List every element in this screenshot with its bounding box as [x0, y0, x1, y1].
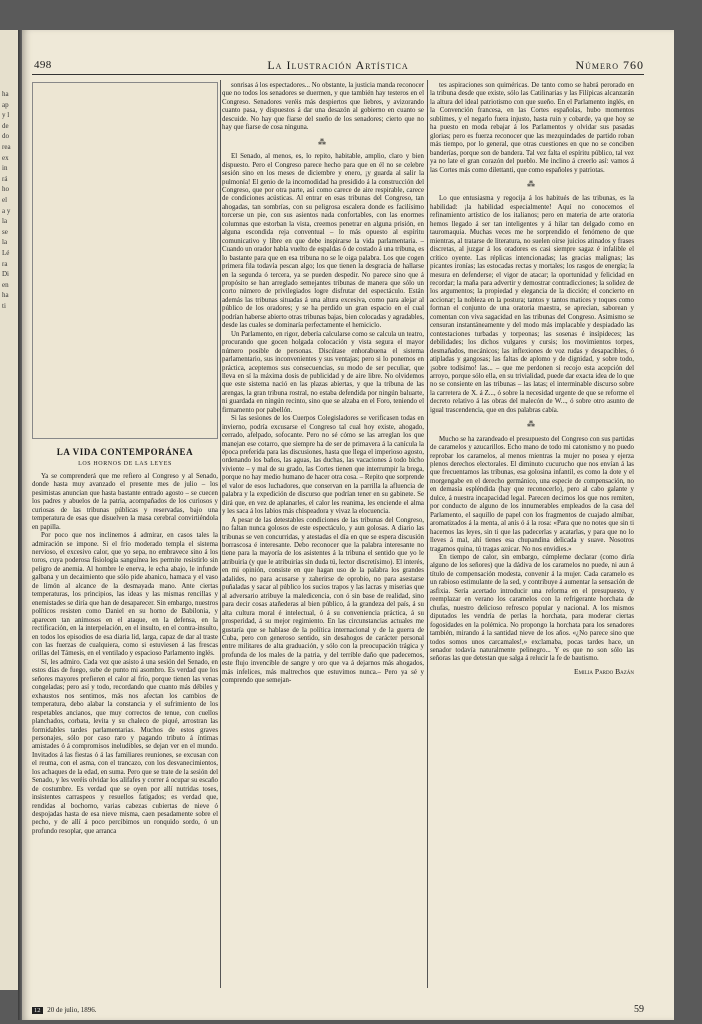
- section-title: LA VIDA CONTEMPORÁNEA: [56, 447, 194, 457]
- left-page-text-fragment: rea: [2, 142, 11, 151]
- paragraph: Mucho se ha zarandeado el presupuesto del Congreso con sus partidas de caramelos y azucarillos. Echo mano de todo mi catonismo y no puedo reprobar los caramelos, al menos mientras la mujer no posea y ejerza plenos derechos electorales. El diminuto cucurucho que nos envían á las que frecuentamos las tribunas, esa golosina infantil, es como la dote y el morgengabe en el derecho germánico, una especie de compensación, no en demasía espléndida (hay que reconocerlo), pero al cabo galante y dulce, á nuestra incapacidad legal. Parecen decirnos los que nos remiten, por conducto de alguno de los innumerables empleados de la casa del Parlamento, el saquillo de papel con los fragmentos de cuajado almíbar, aromatizados á la menta, al anís ó á la rosa: «Para que no notes que sin ti hacemos las leyes, sin ti que las padecerlas y acatarlas, y para que no lo lleves á mal, ahí tienes esa chupandina delicada y suave. Nosotros tragamos quina, tú tragas azúcar. No nos envidies.»: [430, 435, 634, 553]
- page-number: 498: [34, 59, 52, 71]
- left-page-text-fragment: ra: [2, 259, 8, 268]
- paragraph: sonrisas á los espectadores... No obstante, la justicia manda reconocer que no todos los senadores se duermen, y que también hay testeros en el Congreso. Senadores veréis más despiertos que liebres, y avizorando cuanto pasa, y dispuestos á dar una desazón al gobierno en cuanto se descuide. No hay que fiarse del sueño de los senadores; cierto que no hay que fiarse de cosa ninguna.: [222, 82, 424, 132]
- footer-page-number: 59: [634, 1004, 644, 1015]
- section-break-stars: ⁂: [318, 137, 328, 147]
- left-page-text-fragment: ha: [2, 90, 9, 98]
- footer-date: 20 de julio, 1896.: [47, 1006, 97, 1014]
- paragraph: Si las sesiones de los Cuerpos Colegisladores se verificasen todas en invierno, podría excusarse el Congreso tal cual hoy existe, ahogado, cerrado, afelpado, sofocante. Pero no sé cómo se las arreglan los que manejan ese cotarro, que siempre ha de ser de primavera á la canícula la época preferida para las discusiones, hasta que llega el imperioso agosto, ordenando los baños, las aguas, las duchas, las vacaciones á todo bicho viviente – y mal de su grado, las Cortes tienen que interrumpir la brega, porque no hay medio humano de hacer otra cosa. – Repito que sorprende el valor de esos luchadores, que conservan en la parrilla la afluencia de palabra y la expedición de discurso que podrían tener en su gabinete. Se dirá que, en vez de aplanarles, el calor les reanima, les enciende el alma y les saca á los labios más chispeadora y vivaz la elocuencia.: [222, 415, 424, 516]
- column-3: [430, 82, 634, 984]
- left-page-text-fragment: Di: [2, 270, 9, 279]
- page-header: [32, 56, 644, 75]
- paragraph: En tiempo de calor, sin embargo, cúmpleme declarar (como diría alguno de los señores) que la dádiva de los caramelos no puede, ni aun á título de compensación modesta, convenir á la mujer. Cada caramelo es un rabioso estimulante de la sed, y contribuye á aumentar la sensación de asfixia. Sería acertado introducir una reforma en el presupuesto, y reemplazar en verano los caramelos con la refrigerante horchata de chufas, nuestro delicioso refresco popular y nacional. A los mismos diputados les vendría de perlas la horchata, para moderar ciertas fogosidades en la polémica. No propongo la horchata para los senadores también, mirando á la santidad nieve de los años. «¿No parece sino que todos somos unos carcamales!,» exclamaba, pocas tardes hace, un senador todavía naturalmente pelinegro... Y es que no son sólo las señoras las que detestan que salga á relucir la fe de bautismo.: [430, 554, 634, 663]
- paragraph: Un Parlamento, en rigor, debería calcularse como se calcula un teatro, procurando que gocen holgada colocación y vista segura el mayor número posible de personas. Discútase enhorabuena el sistema parlamentario, sus inconvenientes y sus ventajas; pero si lo ponemos en práctica, aceptemos sus consecuencias, su modo de ser peculiar, que lleva en sí la máxima dosis de publicidad y de aire libre. No olvidemos que este sistema nació en las plazas abiertas, y que la tribuna de las arengas, la gran tribuna rostral, no estaba defendida por ningún baluarte, ni guardada en ningún recinto, sino que se alzaba en el Foro, teniendo el firmamento por pabellón.: [222, 330, 424, 414]
- left-page-text-fragment: de: [2, 121, 9, 130]
- section-subtitle: LOS HORNOS DE LAS LEYES: [78, 461, 172, 468]
- paragraph: Lo que entusiasma y regocija á los habitués de las tribunas, es la habilidad: ¡la habilidad especialmente! Aquí no conocemos el refinamiento artístico de los italianos; pero en materia de arte oratoria hemos llegado á ser tan inteligentes y á hilar tan delgado como en tauromaquia. Muchas veces me he sorprendido el fenómeno de que mientras, al tratarse de literatura, no suelen oírse juicios atinados y frases discretas, al juzgar á los oradores es casi siempre sagaz é infalible el crítico oyente. Las réplicas intencionadas; las gracias malignas; las picantes ironías; las estocadas rectas y mortales; los rasgos de energía; la mesura en defenderse; el vigor de atacar; la oportunidad y felicidad en recordar; la maña para advertir y demostrar contradicciones; la solidez de los argumentos; la propiedad y elegancia de la dicción; el concierto en accionar; la nobleza en la postura; tantos y tantos matices y toques como forman el conjunto de una oratoria maestra, se aprecian, saborean y comentan con viva sagacidad en las tribunas del Congreso. Asimismo se censuran instantáneamente y del modo más implacable y despiadado las contestaciones turbadas y torpeonas; las sosenas é insípideces; las debilidades; los dichos vulgares y cursis; los movimientos torpes, desmañados, mecánicos; las inflexiones de voz rudas y desapacibles, ó atipladas y gangosas; las faltas de aplomo y de dignidad, y sobre todo, ¡sobre todísimo! las... – que me perdonen si recojo esta acepción del arroyo, porque sólo ella, en su trivialidad, puede dar exacta idea de lo que no se consiente en las tribunas – las latas; el interminable discurso sobre la carretera de X. á Z..., ó sobre la necesidad urgente de que se reforme el decreto relativo á las obras del malecón de W..., ó sobre otro asunto de igual trascendencia, que en dos palabras cabía.: [430, 195, 634, 414]
- left-page-text-fragment: ap: [2, 100, 9, 109]
- left-page-text-fragment: a y: [2, 206, 11, 215]
- paragraph: El Senado, al menos, es, lo repito, habitable, amplio, claro y bien dispuesto. Pero el Congreso parece hecho para que en él no se celebre sesión sino en los meses de diciembre y enero, ¡y guarda al salir la pulmonía! El genio de la incomodidad ha presidido á la construcción del Congreso, que por otra parte, así como carece de aire respirable, carece de condiciones acústicas. Al entrar en esas tribunas del Congreso, tan ahogadas, tan sombrías, con su peligrosa escalera donde es facilísimo torcerse un pie, con sus asientos nada confortables, con las enormes columnas que estorban la vista, creemos penetrar en alguna prisión, en alguna escondida reja conventual – lo más opuesto al espíritu comunicativo y libre en que debe inspirarse la vida parlamentaria. – Cuando un orador habla vuelto de espaldas ó de costado á una tribuna, es lo bastante para que en esa tribuna no se le oiga palabra. Los que cogen primera fila todavía pescan algo; los que tienen la desgracia de hallarse en la segunda ó tercera, ya se pueden despedir. No parece sino que á propósito se han arreglado semejantes tribunas de manera que sólo un corto número de privilegiados logre disfrutar del espectáculo. Están además las tribunas situadas á una altura excesiva, como para alejar al público de los oradores; y se ha perdido un gran espacio en el cual podrían haberse abierto otras tribunas bajas, bien colocadas y agradables, desde las cuales se dominaría perfectamente el hemiciclo.: [222, 153, 424, 330]
- column-1: [32, 446, 218, 986]
- left-page-text-fragment: ha: [2, 291, 9, 300]
- issue-badge: 12: [34, 1007, 41, 1014]
- section-break-stars: ⁂: [527, 420, 537, 430]
- left-page-text-fragment: do: [2, 132, 9, 141]
- left-page-text-fragment: en: [2, 280, 9, 289]
- page: [22, 30, 674, 1020]
- paragraph: Sí, les admiro. Cada vez que asisto á una sesión del Senado, en estos días de fuego, sube de punto mi asombro. Es verdad que los señores mayores prefieren el calor al frío, porque tienen las venas congeladas; pero así y todo, recordando que cuanto más débiles y exhaustos nos sentimos, más nos afectan los cambios de temperatura, debo alabar la constancia y el sufrimiento de los respetables ancianos, que muy correctos de tenue, con cuellos planchados, corbata, levita y su chaleco de piqué, arrostran las formidables tardes parlamentarias. Muchos de estos graves personajes, sólo por caso raro y pagando tributo á íntimas amistades ó á compromisos ineludibles, se dejan ver en el mundo. Invitados á las fiestas ó á las familiares reuniones, se excusan con el reuma, con el asma, con el trancazo, con los desvanecimientos, los achaques de la edad, en suma. Pero que se trate de la sesión del Senado, y les veréis olvidar los alifafes y correr á ocupar su escaño de costumbre. Es verdad que se oyen por allí nutridas toses, insistentes carraspeos y resuellos fatigados; es verdad que, rendidas al bochorno, varias cabezas cubiertas de nieve ó despojadas hasta de esa nieve misma, caen pesadamente sobre el pecho, y de allí á poco percibimos un ronquido sordo, ó un profundo resoplar, que arranca: [32, 658, 218, 835]
- paragraph: Ya se comprenderá que me refiero al Congreso y al Senado, donde hasta muy avanzado el presente mes de julio – los pesimistas anuncian que hasta bastante entrado agosto – se cuecen los padres y abuelos de la patria, acompañados de los curiosos y curiosas de las tribunas públicas y reservadas, bajo una temperatura de esas que disuelven la masa cerebral convirtiéndola en papilla.: [32, 472, 218, 531]
- paragraph: A pesar de las detestables condiciones de las tribunas del Congreso, no faltan nunca golosos de este espectáculo, y aun golosas. A diario las tribunas se ven concurridas, y atestadas el día en que se espera discusión borrascosa é interesante. Debo reconocer que la palabra interesante no tiene para la mayoría de los asistentes á la tribuna el sentido que yo le atribuiría (y que le atribuirías sin duda tú, lector discretísimo). El interés, en mi opinión, consiste en que hagan uso de la palabra los grandes adalides, no para acusarse y zaherirse de oprobio, no para asestarse puñaladas y sacar al público los sucios trapos y las lacras y miserias que al adversario atribuye la maledicencia, con ó sin base de realidad, sino para decir cosas atañederas al bien público, á la grandeza del país, á su alta cultura moral é intelectual, ó á su conveniencia práctica, á su prosperidad, á su mejor regimiento. En las circunstancias actuales me gustaría que se hablase de la política internacional y de la guerra de Cuba, pero con generoso sentido, sin desahogos de carácter personal entre militares de alta graduación, y sólo con la preocupación trágica y profunda de los males de la patria, y del terrible daño que padecemos, este flujo invencible de sangre y oro que va á dejarnos más ahogados, más infelices, más maltrechos que estuvimos nunca.– Pero ya sé y comprendo que semejan-: [222, 516, 424, 685]
- author-signature: Emilia Pardo Bazán: [574, 666, 634, 676]
- left-page-text-fragment: la: [2, 217, 8, 226]
- section-break-stars: ⁂: [527, 179, 537, 189]
- left-page-text-fragment: rá: [2, 174, 8, 183]
- empty-illustration-box: [32, 82, 218, 439]
- paragraph: tes aspiraciones son quiméricas. De tanto como se habrá perorado en la tribuna desde que existe, sólo las Catilinarias y las Filípicas alcanzarán la altura del ideal patriotismo con que sueño. En el Parlamento inglés, en la Convención francesa, en las Cortes españolas, hubo momentos sublimes, y el negarlo fuera injusto, hasta ruin y cobarde, ya que hoy se ha puesto en moda rebajar á los Parlamentos y olvidar sus pasadas glorias; pero es fuerza reconocer que las mezquindades de partido roban más tiempo, por lo general, que otras cuestiones en que no se conciben banderías, porque son de bandera. Tal vez falta el espíritu público, tal vez ya no late el gran corazón del pueblo. Me inclino á creerlo así: vamos á las Cortes más como dilettanti, que como españoles y patriotas.: [430, 82, 634, 174]
- page-footer: [32, 1006, 644, 1018]
- issue-number: Número 760: [575, 58, 644, 72]
- left-page-text-fragment: ti: [2, 301, 6, 310]
- column-2: [222, 82, 424, 984]
- paragraph: Por poco que nos inclinemos á admirar, en casos tales la admiración se impone. Si el frío moderado templa el sistema nervioso, el excesivo calor, que yo sepa, no embravece sino á los toros, cuya poderosa fisiología sanguínea les permite resistirlo sin peligro de anemia. Al hombre le enerva, le echa abajo, le infunde galbana y un decaimiento que sólo pide abanico, hamaca y el vaso de limón al alcance de la desmayada mano. Ante ciertas temperaturas, los principios, las ideas y las mismas rencillas y enemistades se diría que han de desaparecer. Sin embargo, nuestros políticos resisten como Daniel en su horno de Babilonia, y aparecen tan animosos en el ataque, en la defensa, en la rectificación, en la interpelación, en el insulto, en el contra-insulto, en todos los episodios de esa diaria lid, larga, capaz de dar al traste con las fuerzas de cualquiera, como si estuviesen á las frescas orillas del Támesis, en el ventilado y espacioso Parlamento inglés.: [32, 532, 218, 658]
- column-rule: [220, 80, 221, 988]
- left-page-text-fragment: ex: [2, 153, 9, 162]
- left-page-text-fragment: se: [2, 227, 8, 236]
- left-page-text-fragment: y l: [2, 111, 10, 120]
- left-page-text-fragment: ho: [2, 185, 9, 194]
- left-page-fragment: [0, 30, 18, 990]
- column-rule: [427, 80, 428, 988]
- left-page-text-fragment: la: [2, 238, 8, 247]
- left-page-text-fragment: Lé: [2, 248, 10, 257]
- left-page-text-fragment: in: [2, 164, 8, 173]
- journal-title: La Ilustración Artística: [267, 58, 409, 72]
- left-page-text-fragment: el: [2, 195, 8, 204]
